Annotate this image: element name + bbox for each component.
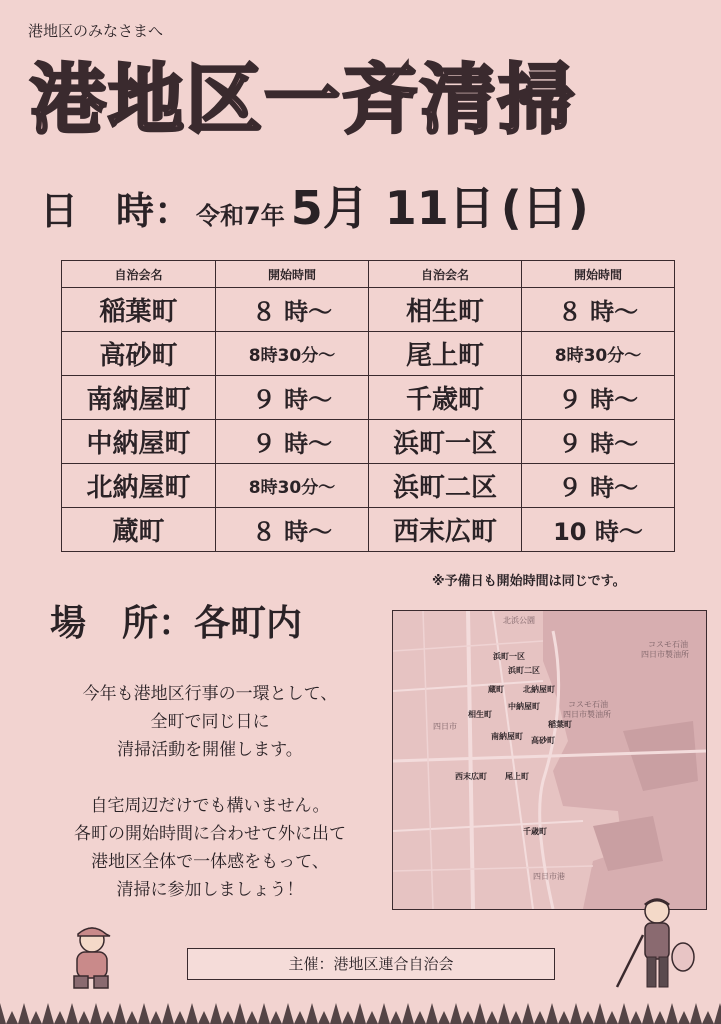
reserve-day-note: ※予備日も開始時間は同じです。 (432, 574, 626, 589)
grass-border-decoration (0, 985, 721, 1024)
town-name: 北納屋町 (62, 464, 216, 508)
start-time: 8時30分～ (522, 332, 675, 376)
cleaning-person-left-illustration (62, 922, 120, 992)
map-label-nishisuehiro: 西末広町 (455, 772, 487, 781)
col-header-start-time: 開始時間 (522, 261, 675, 288)
map-label-cosmo-oil: コスモ石油 (648, 640, 688, 649)
table-row (62, 464, 675, 508)
start-time: ８ 時～ (522, 288, 675, 332)
text-line: 港地区全体で一体感をもって、 (91, 852, 329, 872)
table-row (62, 332, 675, 376)
town-name: 浜町二区 (369, 464, 522, 508)
organizer-box: 主催：港地区連合自治会 (187, 948, 555, 980)
cleaning-person-right-illustration (615, 895, 695, 995)
start-time: 10 時～ (522, 508, 675, 552)
town-name: 高砂町 (62, 332, 216, 376)
map-label-cosmo-oil-2: コスモ石油 (568, 700, 608, 709)
map-label-kitahama-park: 北浜公園 (503, 616, 535, 625)
map-label-kitanaya: 北納屋町 (523, 685, 555, 694)
start-time: ９ 時～ (522, 420, 675, 464)
map-label-inaba: 稲葉町 (548, 720, 572, 729)
place-line: 場 所：各町内 (50, 603, 303, 644)
map-label-nakanaya: 中納屋町 (508, 702, 540, 711)
text-line: 今年も港地区行事の一環として、 (82, 684, 338, 704)
text-line: 各町の開始時間に合わせて外に出て (74, 824, 346, 844)
town-name: 中納屋町 (62, 420, 216, 464)
text-line: 自宅周辺だけでも構いません。 (90, 796, 330, 816)
map-label-refinery: 四日市製油所 (641, 650, 689, 659)
map-label-hamacho-1: 浜町一区 (493, 652, 525, 661)
text-line: 清掃に参加しましょう！ (116, 880, 304, 900)
date-era: 令和7年 (196, 202, 285, 230)
col-header-start-time: 開始時間 (216, 261, 369, 288)
page-title: 港地区一斉清掃 (30, 55, 576, 144)
text-line: 全町で同じ日に (150, 712, 270, 732)
table-header-row (62, 261, 675, 288)
start-time: ９ 時～ (216, 376, 369, 420)
schedule-table (61, 260, 675, 552)
start-time: ９ 時～ (522, 464, 675, 508)
map-label-kuracho: 蔵町 (488, 685, 504, 694)
map-label-onoe: 尾上町 (505, 772, 529, 781)
date-weekday: (日) (500, 181, 589, 235)
town-name: 千歳町 (369, 376, 522, 420)
start-time: 8時30分～ (216, 464, 369, 508)
map-label-port: 四日市港 (533, 872, 565, 881)
date-line (40, 172, 589, 238)
table-row (62, 420, 675, 464)
start-time: ９ 時～ (522, 376, 675, 420)
call-to-action-paragraph (40, 792, 380, 904)
map-label-chitose: 千歳町 (523, 827, 547, 836)
greeting: 港地区のみなさまへ (28, 22, 164, 40)
table-row (62, 288, 675, 332)
start-time: ８ 時～ (216, 288, 369, 332)
map-label-hamacho-2: 浜町二区 (508, 666, 540, 675)
intro-paragraph (40, 680, 380, 764)
map-label-takasago: 高砂町 (531, 736, 555, 745)
date-month-day: 5月 11日 (290, 181, 495, 235)
town-name: 浜町一区 (369, 420, 522, 464)
start-time: ９ 時～ (216, 420, 369, 464)
town-name: 南納屋町 (62, 376, 216, 420)
start-time: 8時30分～ (216, 332, 369, 376)
map-label-aioi: 相生町 (468, 710, 492, 719)
col-header-association: 自治会名 (369, 261, 522, 288)
area-map (392, 610, 707, 910)
map-label-minaminaya: 南納屋町 (491, 732, 523, 741)
town-name: 稲葉町 (62, 288, 216, 332)
town-name: 西末広町 (369, 508, 522, 552)
date-label: 日 時： (40, 189, 193, 233)
table-row (62, 508, 675, 552)
town-name: 蔵町 (62, 508, 216, 552)
text-line: 清掃活動を開催します。 (117, 740, 303, 760)
map-label-refinery-2: 四日市製油所 (563, 710, 611, 719)
town-name: 尾上町 (369, 332, 522, 376)
map-label-yokkaichi: 四日市 (433, 722, 457, 731)
start-time: ８ 時～ (216, 508, 369, 552)
table-row (62, 376, 675, 420)
col-header-association: 自治会名 (62, 261, 216, 288)
town-name: 相生町 (369, 288, 522, 332)
